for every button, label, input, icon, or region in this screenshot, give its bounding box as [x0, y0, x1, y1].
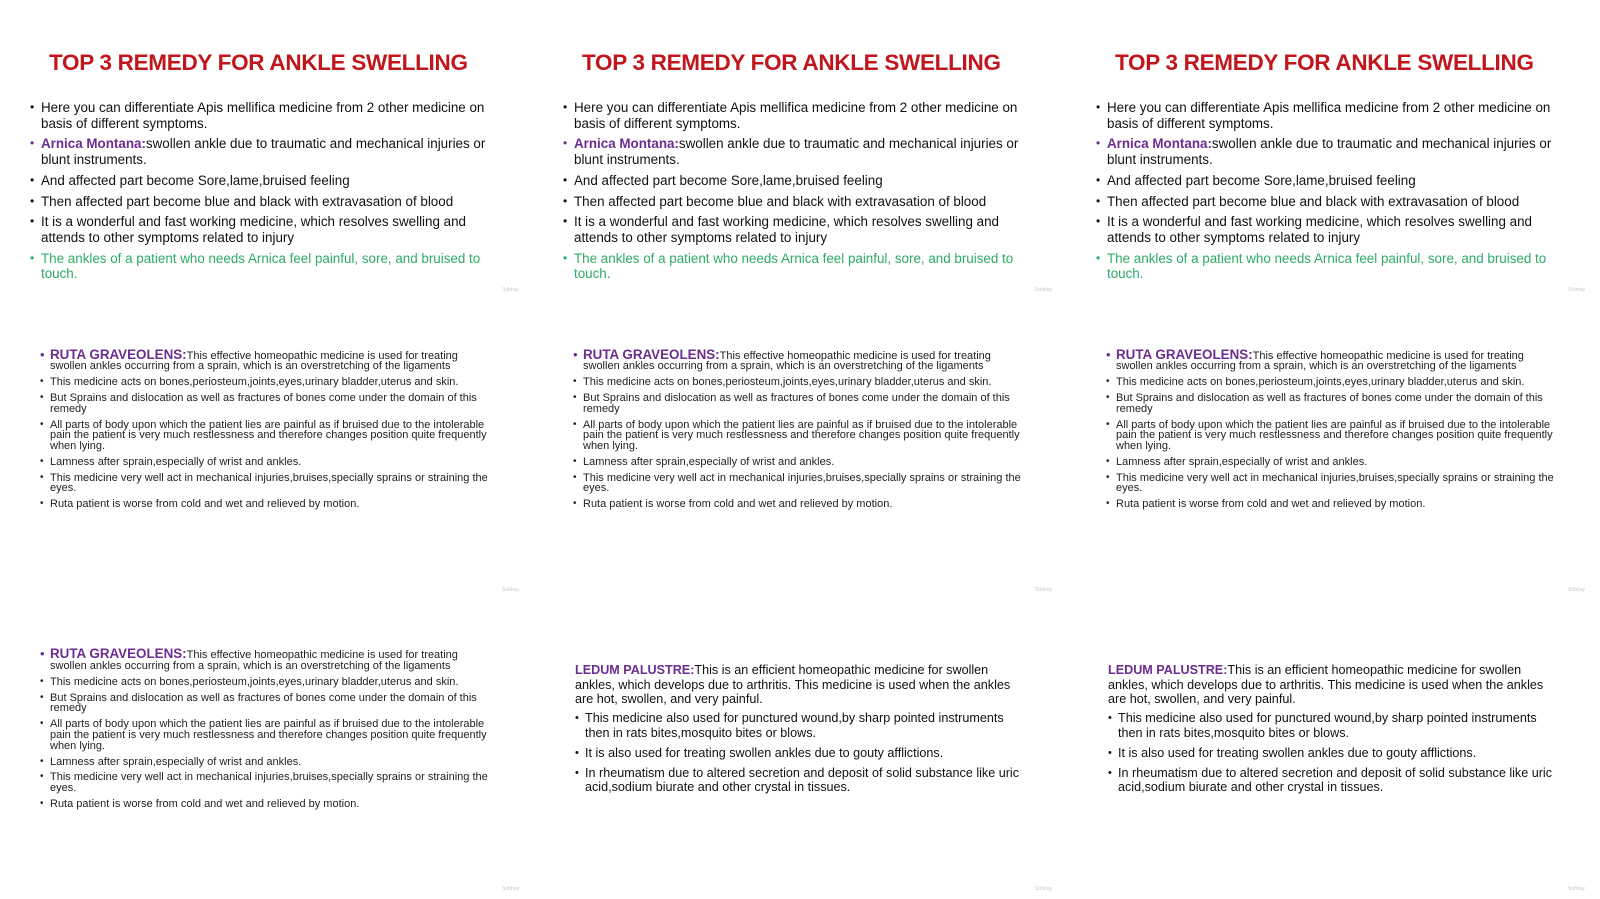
list-item: • This medicine acts on bones,periosteum,joints,eyes,urinary bladder,uterus and skin. [40, 377, 490, 388]
slide-title: TOP 3 REMEDY FOR ANKLE SWELLING [1115, 50, 1534, 75]
list-item: • And affected part become Sore,lame,bruised feeling [30, 173, 500, 189]
list-item: • But Sprains and dislocation as well as fractures of bones come under the domain of this remedy [40, 393, 490, 414]
remedy-description: This is an efficient homeopathic medicine for swollen ankles, which develops due to arthritis. This medicine is used when the ankles are hot, swollen, and very painful. [1108, 663, 1544, 706]
watermark: Sobhay [1568, 886, 1585, 893]
list-item: • And affected part become Sore,lame,bruised feeling [1096, 173, 1566, 189]
slide-ruta-3[interactable] [1066, 300, 1599, 599]
list-item [573, 346, 1023, 373]
list-item: • It is a wonderful and fast working medicine, which resolves swelling and attends to other symptoms related to injury [30, 214, 500, 245]
remedy-description: This effective homeopathic medicine is used for treating swollen ankles occurring from a sprain, which is an overstretching of the ligaments [50, 649, 458, 672]
list-item: • This medicine very well act in mechanical injuries,bruises,specially sprains or straining the eyes. [573, 473, 1023, 494]
list-item: • This medicine also used for punctured wound,by sharp pointed instruments then in rats bites,mosquito bites or blows. [1108, 711, 1558, 740]
list-item [40, 346, 490, 373]
watermark: Sobhay [1568, 586, 1585, 593]
slide-title: TOP 3 REMEDY FOR ANKLE SWELLING [49, 50, 468, 75]
list-item: • In rheumatism due to altered secretion and deposit of solid substance like uric acid,sodium biurate and other crystal in tissues. [1108, 766, 1558, 795]
list-item: • Then affected part become blue and black with extravasation of blood [563, 194, 1033, 210]
list-item: • Lamness after sprain,especially of wrist and ankles. [573, 457, 1023, 468]
list-item: • Here you can differentiate Apis mellifica medicine from 2 other medicine on basis of different symptoms. [563, 100, 1033, 131]
remedy-name: RUTA GRAVEOLENS: [50, 346, 187, 362]
list-item: • Here you can differentiate Apis mellifica medicine from 2 other medicine on basis of different symptoms. [30, 100, 500, 131]
remedy-description: swollen ankle due to traumatic and mechanical injuries or blunt instruments. [1107, 136, 1552, 167]
bullet-list [1096, 100, 1566, 287]
list-item-highlight: • The ankles of a patient who needs Arnica feel painful, sore, and bruised to touch. [30, 251, 500, 282]
remedy-description: This effective homeopathic medicine is used for treating swollen ankles occurring from a sprain, which is an overstretching of the ligaments [1116, 349, 1524, 373]
list-item: • Then affected part become blue and black with extravasation of blood [1096, 194, 1566, 210]
slide-ledum-2[interactable] [1066, 599, 1599, 898]
list-item: • But Sprains and dislocation as well as fractures of bones come under the domain of this remedy [1106, 393, 1556, 414]
watermark: Sobhay [1035, 586, 1052, 593]
watermark: Sobhay [502, 586, 519, 593]
remedy-name: Arnica Montana: [41, 136, 146, 152]
list-item: • All parts of body upon which the patient lies are painful as if bruised due to the intolerable pain the patient is very much restlessness and therefore changes position quite frequently when lying. [40, 420, 490, 452]
bullet-list [573, 346, 1023, 516]
list-item: • All parts of body upon which the patient lies are painful as if bruised due to the intolerable pain the patient is very much restlessness and therefore changes position quite frequently when lying. [40, 719, 490, 751]
list-item: • Ruta patient is worse from cold and wet and relieved by motion. [1106, 499, 1556, 510]
remedy-description: This is an efficient homeopathic medicine for swollen ankles, which develops due to arthritis. This medicine is used when the ankles are hot, swollen, and very painful. [575, 663, 1011, 706]
remedy-name: Arnica Montana: [574, 136, 679, 152]
list-item [40, 646, 490, 672]
slide-title: TOP 3 REMEDY FOR ANKLE SWELLING [582, 50, 1001, 75]
list-item: • All parts of body upon which the patient lies are painful as if bruised due to the intolerable pain the patient is very much restlessness and therefore changes position quite frequently when lying. [1106, 420, 1556, 452]
remedy-name: Arnica Montana: [1107, 136, 1212, 152]
watermark: Sobhay [1035, 886, 1052, 893]
list-item: • This medicine acts on bones,periosteum,joints,eyes,urinary bladder,uterus and skin. [1106, 377, 1556, 388]
slide-arnica-1[interactable] [0, 0, 533, 299]
ledum-intro [575, 663, 1025, 706]
slide-ruta-1[interactable] [0, 300, 533, 599]
slide-ruta-2[interactable] [533, 300, 1066, 599]
slide-arnica-3[interactable] [1066, 0, 1599, 299]
ledum-content [575, 663, 1025, 800]
watermark: Sobhay [1568, 287, 1585, 293]
list-item: • Ruta patient is worse from cold and wet and relieved by motion. [573, 499, 1023, 510]
list-item: • This medicine also used for punctured wound,by sharp pointed instruments then in rats bites,mosquito bites or blows. [575, 711, 1025, 740]
list-item: • But Sprains and dislocation as well as fractures of bones come under the domain of this remedy [573, 393, 1023, 414]
remedy-description: swollen ankle due to traumatic and mechanical injuries or blunt instruments. [41, 136, 486, 167]
list-item-highlight: • The ankles of a patient who needs Arnica feel painful, sore, and bruised to touch. [1096, 251, 1566, 282]
watermark: Sobhay [502, 886, 519, 893]
list-item: • It is also used for treating swollen ankles due to gouty afflictions. [575, 746, 1025, 760]
watermark: Sobhay [1035, 287, 1052, 293]
list-item: • Here you can differentiate Apis mellifica medicine from 2 other medicine on basis of different symptoms. [1096, 100, 1566, 131]
list-item [1096, 136, 1566, 167]
list-item: • This medicine very well act in mechanical injuries,bruises,specially sprains or straining the eyes. [40, 772, 490, 793]
list-item: • But Sprains and dislocation as well as fractures of bones come under the domain of this remedy [40, 693, 490, 714]
watermark: Sobhay [502, 287, 519, 293]
remedy-name: LEDUM PALUSTRE: [575, 663, 695, 678]
list-item [30, 136, 500, 167]
remedy-description: This effective homeopathic medicine is used for treating swollen ankles occurring from a sprain, which is an overstretching of the ligaments [583, 349, 991, 373]
list-item: • It is a wonderful and fast working medicine, which resolves swelling and attends to other symptoms related to injury [563, 214, 1033, 245]
list-item: • Lamness after sprain,especially of wrist and ankles. [40, 457, 490, 468]
list-item [1106, 346, 1556, 373]
slide-arnica-2[interactable] [533, 0, 1066, 299]
bullet-list [1108, 711, 1558, 794]
bullet-list [1106, 346, 1556, 516]
remedy-name: RUTA GRAVEOLENS: [50, 646, 187, 662]
list-item: • This medicine very well act in mechanical injuries,bruises,specially sprains or straining the eyes. [1106, 473, 1556, 494]
bullet-list [40, 646, 490, 815]
list-item: • Lamness after sprain,especially of wrist and ankles. [40, 757, 490, 768]
ledum-intro [1108, 663, 1558, 706]
list-item [563, 136, 1033, 167]
remedy-name: RUTA GRAVEOLENS: [1116, 346, 1253, 362]
list-item: • Then affected part become blue and black with extravasation of blood [30, 194, 500, 210]
remedy-name: RUTA GRAVEOLENS: [583, 346, 720, 362]
remedy-description: This effective homeopathic medicine is used for treating swollen ankles occurring from a sprain, which is an overstretching of the ligaments [50, 349, 458, 373]
list-item: • It is a wonderful and fast working medicine, which resolves swelling and attends to other symptoms related to injury [1096, 214, 1566, 245]
bullet-list [30, 100, 500, 287]
list-item: • This medicine very well act in mechanical injuries,bruises,specially sprains or straining the eyes. [40, 473, 490, 494]
list-item: • Ruta patient is worse from cold and wet and relieved by motion. [40, 799, 490, 810]
list-item: • It is also used for treating swollen ankles due to gouty afflictions. [1108, 746, 1558, 760]
bullet-list [40, 346, 490, 516]
list-item: • This medicine acts on bones,periosteum,joints,eyes,urinary bladder,uterus and skin. [40, 677, 490, 688]
list-item: • And affected part become Sore,lame,bruised feeling [563, 173, 1033, 189]
list-item: • In rheumatism due to altered secretion and deposit of solid substance like uric acid,sodium biurate and other crystal in tissues. [575, 766, 1025, 795]
list-item: • This medicine acts on bones,periosteum,joints,eyes,urinary bladder,uterus and skin. [573, 377, 1023, 388]
bullet-list [575, 711, 1025, 794]
list-item: • Ruta patient is worse from cold and wet and relieved by motion. [40, 499, 490, 510]
slide-ruta-4[interactable] [0, 599, 533, 898]
remedy-name: LEDUM PALUSTRE: [1108, 663, 1228, 678]
remedy-description: swollen ankle due to traumatic and mechanical injuries or blunt instruments. [574, 136, 1019, 167]
ledum-content [1108, 663, 1558, 800]
list-item: • Lamness after sprain,especially of wrist and ankles. [1106, 457, 1556, 468]
slide-ledum-1[interactable] [533, 599, 1066, 898]
list-item-highlight: • The ankles of a patient who needs Arnica feel painful, sore, and bruised to touch. [563, 251, 1033, 282]
bullet-list [563, 100, 1033, 287]
list-item: • All parts of body upon which the patient lies are painful as if bruised due to the intolerable pain the patient is very much restlessness and therefore changes position quite frequently when lying. [573, 420, 1023, 452]
